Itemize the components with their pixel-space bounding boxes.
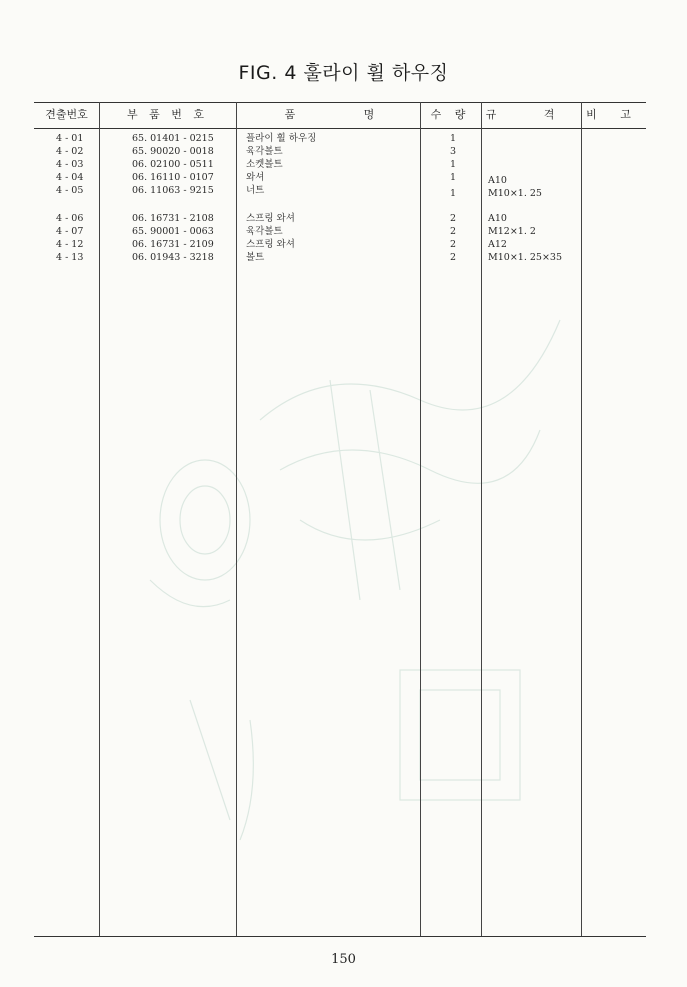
row-4-qty: 1 <box>450 172 457 183</box>
row-7-part: 65. 90001 - 0063 <box>132 226 214 237</box>
row-7-qty: 2 <box>450 226 457 237</box>
row-4-part: 06. 16110 - 0107 <box>132 172 214 183</box>
row-7-name: 육각볼트 <box>246 226 283 237</box>
table-bottom-border <box>34 936 646 937</box>
header-item-no: 견출번호 <box>45 108 88 121</box>
row-2-qty: 3 <box>450 146 457 157</box>
row-9-qty: 2 <box>450 252 457 263</box>
row-8-part: 06. 16731 - 2109 <box>132 239 214 250</box>
header-remarks: 비 고 <box>586 108 641 121</box>
header-name-2: 명 <box>363 108 377 121</box>
row-3-item: 4 - 03 <box>56 159 84 170</box>
row-4-item: 4 - 04 <box>56 172 84 183</box>
row-3-qty: 1 <box>450 159 457 170</box>
row-5-name: 너트 <box>246 185 265 196</box>
row-5-qty: 1 <box>450 188 457 199</box>
header-qty: 수 량 <box>430 108 471 121</box>
row-6-name: 스프링 와셔 <box>246 213 295 224</box>
row-5-spec: M10×1. 25 <box>488 188 542 199</box>
row-6-qty: 2 <box>450 213 457 224</box>
header-part-no: 부 품 번 호 <box>127 108 208 121</box>
row-2-part: 65. 90020 - 0018 <box>132 146 214 157</box>
row-2-name: 육각볼트 <box>246 146 283 157</box>
row-8-name: 스프링 와셔 <box>246 239 295 250</box>
row-3-name: 소켓볼트 <box>246 159 283 170</box>
column-divider-2 <box>236 102 237 936</box>
row-6-part: 06. 16731 - 2108 <box>132 213 214 224</box>
column-divider-3 <box>420 102 421 936</box>
column-divider-4 <box>481 102 482 936</box>
row-4-spec: A10 <box>488 175 507 186</box>
row-9-item: 4 - 13 <box>56 252 84 263</box>
row-6-spec: A10 <box>488 213 507 224</box>
column-divider-1 <box>99 102 100 936</box>
column-divider-5 <box>581 102 582 936</box>
row-7-item: 4 - 07 <box>56 226 84 237</box>
header-spec: 규 격 <box>485 108 577 121</box>
row-5-part: 06. 11063 - 9215 <box>132 185 214 196</box>
row-2-item: 4 - 02 <box>56 146 84 157</box>
header-bottom-border <box>34 128 646 129</box>
row-8-spec: A12 <box>488 239 507 250</box>
row-4-name: 와셔 <box>246 172 265 183</box>
row-1-qty: 1 <box>450 133 457 144</box>
row-7-spec: M12×1. 2 <box>488 226 536 237</box>
row-3-part: 06. 02100 - 0511 <box>132 159 214 170</box>
row-9-spec: M10×1. 25×35 <box>488 252 562 263</box>
table-top-border <box>34 102 646 103</box>
row-5-item: 4 - 05 <box>56 185 84 196</box>
row-9-name: 볼트 <box>246 252 265 263</box>
row-1-part: 65. 01401 - 0215 <box>132 133 214 144</box>
row-8-item: 4 - 12 <box>56 239 84 250</box>
figure-title: FIG. 4 훌라이 휠 하우징 <box>238 62 449 84</box>
page-number: 150 <box>331 952 356 967</box>
header-name-1: 품 <box>284 108 298 121</box>
row-6-item: 4 - 06 <box>56 213 84 224</box>
row-9-part: 06. 01943 - 3218 <box>132 252 214 263</box>
row-1-item: 4 - 01 <box>56 133 84 144</box>
row-8-qty: 2 <box>450 239 457 250</box>
row-1-name: 플라이 휠 하우징 <box>246 133 317 144</box>
